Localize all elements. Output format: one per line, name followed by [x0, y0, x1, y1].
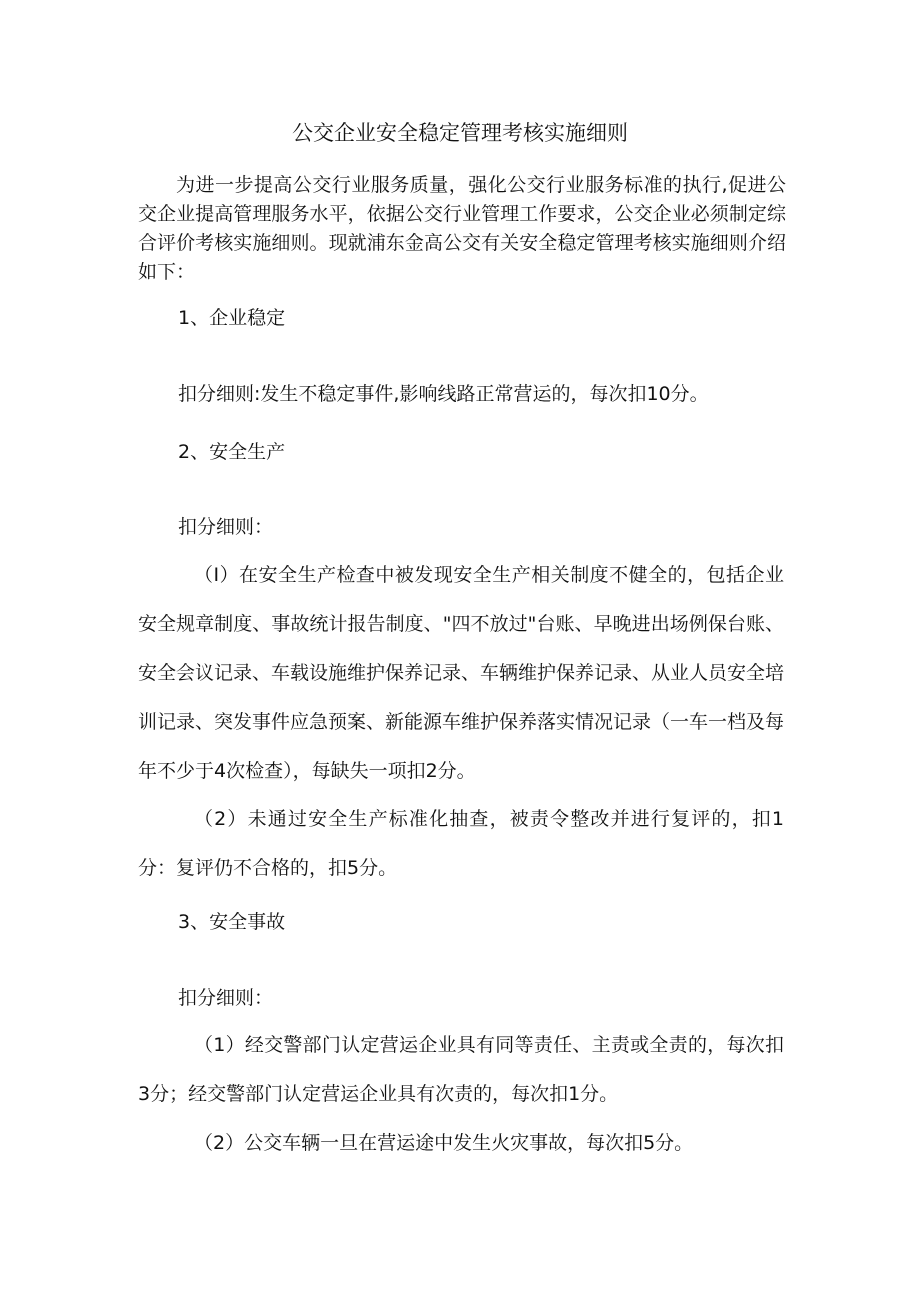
safety-accident-item-2: （2）公交车辆一旦在营运途中发生火灾事故，每次扣5分。 — [194, 1132, 694, 1154]
safety-accident-item-1: （1）经交警部门认定营运企业具有同等责任、主责或全责的，每次扣3分；经交警部门认定营运企业具有次责的，每次扣1分。 — [138, 1034, 784, 1105]
document-title: 公交企业安全稳定管理考核实施细则 — [292, 121, 628, 145]
intro-paragraph: 为进一步提高公交行业服务质量，强化公交行业服务标准的执行,促进公交企业提高管理服务水平，依据公交行业管理工作要求，公交企业必须制定综合评价考核实施细则。现就浦东金高公交有关安全稳定管理考核实施细则介绍如下： — [138, 174, 786, 283]
deduction-label-safety-production: 扣分细则： — [178, 516, 274, 538]
safety-production-item-2: （2）未通过安全生产标准化抽查，被责令整改并进行复评的，扣1分：复评仍不合格的，扣5分。 — [138, 808, 784, 879]
section-heading-safety-production: 2、安全生产 — [178, 441, 286, 463]
section-detail-enterprise-stability: 扣分细则:发生不稳定事件,影响线路正常营运的，每次扣10分。 — [178, 383, 709, 405]
deduction-label-safety-accidents: 扣分细则： — [178, 987, 274, 1009]
section-heading-enterprise-stability: 1、企业稳定 — [178, 307, 286, 329]
section-heading-safety-accidents: 3、安全事故 — [178, 911, 286, 933]
safety-production-item-1: （I）在安全生产检查中被发现安全生产相关制度不健全的，包括企业安全规章制度、事故统计报告制度、"四不放过"台账、早晚进出场例保台账、安全会议记录、车载设施维护保养记录、车辆维护保养记录、从业人员安全培训记录、突发事件应急预案、新能源车维护保养落实情况记录（一车一档及每年不少于4次检查），每缺失一项扣2分。 — [138, 564, 785, 782]
